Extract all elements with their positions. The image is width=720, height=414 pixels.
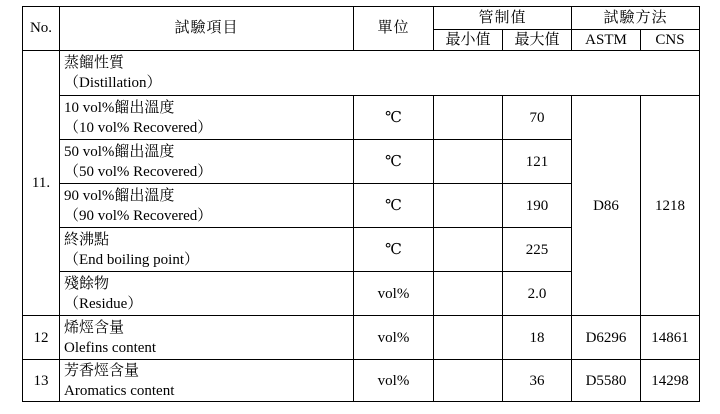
unit-cell: vol% bbox=[354, 316, 434, 360]
item-label-en: （90 vol% Recovered） bbox=[64, 207, 213, 224]
distillation-title-row bbox=[23, 50, 700, 95]
max-cell: 190 bbox=[503, 184, 572, 228]
item-cell bbox=[60, 96, 354, 140]
header-row-1 bbox=[23, 7, 700, 30]
unit-cell: ℃ bbox=[354, 184, 434, 228]
item-cell bbox=[60, 360, 354, 402]
header-cns: CNS bbox=[641, 29, 700, 50]
item-label-zh: 50 vol%餾出溫度 bbox=[64, 143, 175, 160]
header-max: 最大值 bbox=[503, 29, 572, 50]
astm-method-cell: D86 bbox=[572, 96, 641, 316]
header-astm: ASTM bbox=[572, 29, 641, 50]
unit-cell: vol% bbox=[354, 272, 434, 316]
cns-method-cell: 14861 bbox=[641, 316, 700, 360]
table-row bbox=[23, 316, 700, 360]
unit-cell: ℃ bbox=[354, 140, 434, 184]
item-label-en: （10 vol% Recovered） bbox=[64, 119, 213, 136]
min-cell bbox=[434, 316, 503, 360]
item-label-zh: 芳香烴含量 bbox=[64, 362, 140, 379]
item-label-zh: 殘餘物 bbox=[64, 275, 110, 292]
item-label-zh: 終沸點 bbox=[64, 231, 110, 248]
row-no: 13 bbox=[23, 360, 60, 402]
max-cell: 36 bbox=[503, 360, 572, 402]
max-cell: 70 bbox=[503, 96, 572, 140]
min-cell bbox=[434, 228, 503, 272]
min-cell bbox=[434, 360, 503, 402]
spec-table bbox=[22, 6, 700, 402]
astm-method-cell: D5580 bbox=[572, 360, 641, 402]
header-unit: 單位 bbox=[354, 7, 434, 51]
unit-cell: ℃ bbox=[354, 96, 434, 140]
unit-cell: ℃ bbox=[354, 228, 434, 272]
item-label-zh: 烯烴含量 bbox=[64, 319, 125, 336]
min-cell bbox=[434, 272, 503, 316]
header-min: 最小值 bbox=[434, 29, 503, 50]
item-label-en: （End boiling point） bbox=[64, 251, 200, 268]
item-label-zh: 90 vol%餾出溫度 bbox=[64, 187, 175, 204]
min-cell bbox=[434, 96, 503, 140]
table-row bbox=[23, 96, 700, 140]
cns-method-cell: 1218 bbox=[641, 96, 700, 316]
item-label-zh: 10 vol%餾出溫度 bbox=[64, 99, 175, 116]
item-cell bbox=[60, 184, 354, 228]
item-label-en: Olefins content bbox=[64, 339, 157, 356]
min-cell bbox=[434, 140, 503, 184]
header-test-method: 試驗方法 bbox=[572, 7, 700, 30]
cns-method-cell: 14298 bbox=[641, 360, 700, 402]
header-control-value: 管制值 bbox=[434, 7, 572, 30]
max-cell: 225 bbox=[503, 228, 572, 272]
max-cell: 18 bbox=[503, 316, 572, 360]
max-cell: 121 bbox=[503, 140, 572, 184]
section-no: 11. bbox=[23, 50, 60, 315]
section-title-cell bbox=[60, 50, 700, 95]
section-title-zh: 蒸餾性質 bbox=[64, 54, 125, 71]
header-no: No. bbox=[23, 7, 60, 51]
section-title-en: （Distillation） bbox=[64, 74, 162, 91]
item-label-en: Aromatics content bbox=[64, 382, 175, 399]
table-row bbox=[23, 360, 700, 402]
item-label-en: （50 vol% Recovered） bbox=[64, 163, 213, 180]
astm-method-cell: D6296 bbox=[572, 316, 641, 360]
item-cell bbox=[60, 316, 354, 360]
max-cell: 2.0 bbox=[503, 272, 572, 316]
row-no: 12 bbox=[23, 316, 60, 360]
item-cell bbox=[60, 272, 354, 316]
min-cell bbox=[434, 184, 503, 228]
unit-cell: vol% bbox=[354, 360, 434, 402]
item-cell bbox=[60, 228, 354, 272]
item-cell bbox=[60, 140, 354, 184]
item-label-en: （Residue） bbox=[64, 295, 143, 312]
header-item: 試驗項目 bbox=[60, 7, 354, 51]
